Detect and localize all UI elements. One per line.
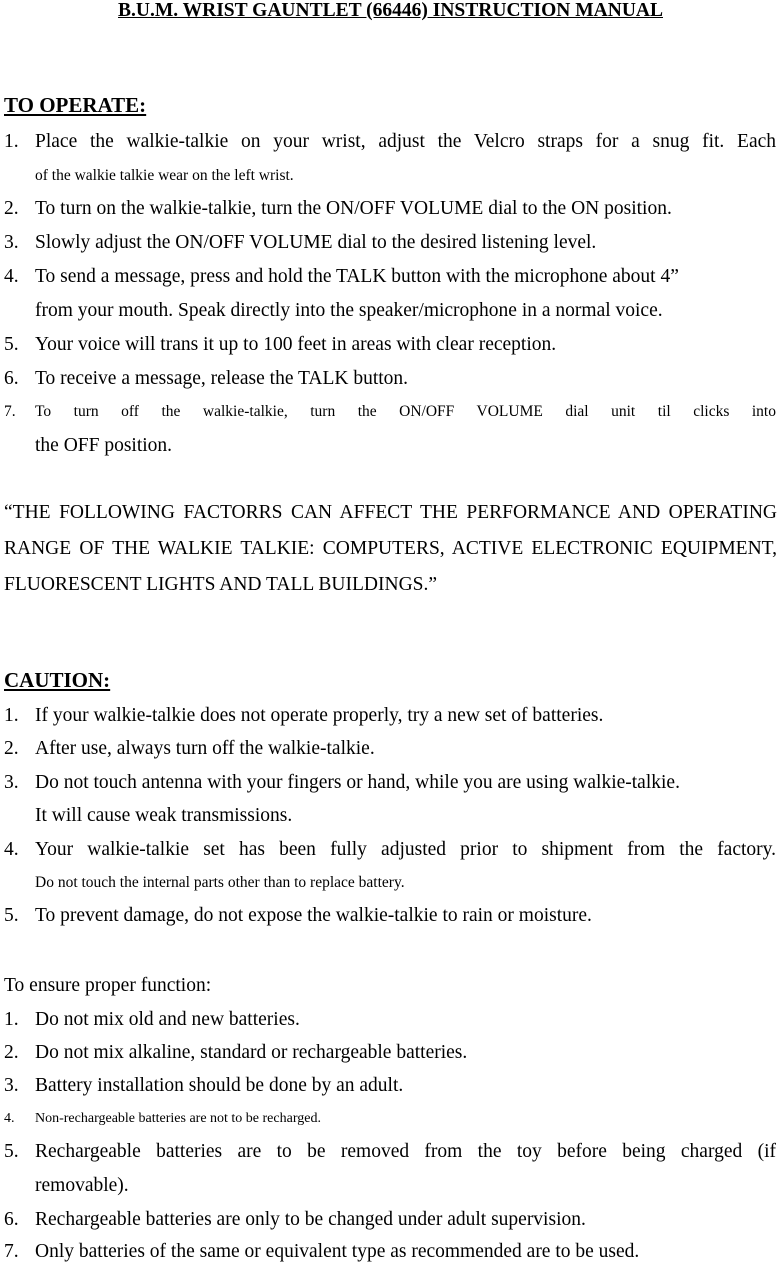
caution-heading: CAUTION:	[4, 668, 111, 692]
item-text: To turn off the walkie-talkie, turn the ON/OFF VOLUME dial unit til clicks into	[35, 403, 776, 420]
item-text: Do not mix alkaline, standard or rechargeable batteries.	[35, 1042, 468, 1063]
function-heading: To ensure proper function:	[4, 975, 212, 996]
item-number: 4.	[4, 266, 19, 287]
item-number: 5.	[4, 905, 19, 926]
item-number: 2.	[4, 738, 19, 759]
item-text: the OFF position.	[35, 435, 173, 456]
item-text: Slowly adjust the ON/OFF VOLUME dial to the desired listening level.	[35, 232, 597, 253]
item-number: 2.	[4, 198, 19, 219]
item-number: 1.	[4, 1009, 19, 1030]
item-text: Place the walkie-talkie on your wrist, adjust the Velcro straps for a snug fit. Each	[35, 131, 776, 152]
item-text: Do not touch antenna with your fingers or hand, while you are using walkie-talkie.	[35, 772, 680, 793]
item-text: Non-rechargeable batteries are not to be recharged.	[35, 1111, 321, 1126]
item-text: If your walkie-talkie does not operate properly, try a new set of batteries.	[35, 705, 604, 726]
item-number: 2.	[4, 1042, 19, 1063]
item-text: Battery installation should be done by an adult.	[35, 1075, 404, 1096]
item-number: 1.	[4, 131, 19, 152]
item-number: 4.	[4, 1111, 15, 1126]
item-text: To send a message, press and hold the TALK button with the microphone about 4”	[35, 266, 679, 287]
item-text: Do not touch the internal parts other than to replace battery.	[35, 874, 405, 891]
operate-heading: TO OPERATE:	[4, 93, 147, 117]
item-text: removable).	[35, 1175, 129, 1196]
item-text: It will cause weak transmissions.	[35, 805, 293, 826]
item-number: 6.	[4, 1209, 19, 1230]
item-number: 5.	[4, 1141, 19, 1162]
item-number: 7.	[4, 1241, 19, 1262]
item-text: To receive a message, release the TALK button.	[35, 368, 409, 389]
item-text: Do not mix old and new batteries.	[35, 1009, 300, 1030]
factors-note: “THE FOLLOWING FACTORRS CAN AFFECT THE PERFORMANCE AND OPERATING RANGE OF THE WALKIE TALKIE: COMPUTERS, ACTIVE ELECTRONIC EQUIPMENT, FLUORESCENT LIGHTS AND TALL BUILDINGS.”	[4, 502, 777, 595]
item-text: Rechargeable batteries are only to be changed under adult supervision.	[35, 1209, 586, 1230]
item-text: Rechargeable batteries are to be removed from the toy before being charged (if	[35, 1141, 776, 1162]
item-text: Your walkie-talkie set has been fully adjusted prior to shipment from the factory.	[35, 839, 776, 860]
item-text: To prevent damage, do not expose the walkie-talkie to rain or moisture.	[35, 905, 592, 926]
item-text: from your mouth. Speak directly into the speaker/microphone in a normal voice.	[35, 300, 663, 321]
item-text: of the walkie talkie wear on the left wrist.	[35, 167, 294, 184]
item-text: After use, always turn off the walkie-talkie.	[35, 738, 375, 759]
item-number: 5.	[4, 334, 19, 355]
item-number: 7.	[4, 403, 16, 420]
item-number: 3.	[4, 232, 19, 253]
item-number: 6.	[4, 368, 19, 389]
item-number: 1.	[4, 705, 19, 726]
page-title: B.U.M. WRIST GAUNTLET (66446) INSTRUCTION MANUAL	[118, 0, 663, 21]
item-text: Your voice will trans it up to 100 feet in areas with clear reception.	[35, 334, 557, 355]
item-number: 3.	[4, 772, 19, 793]
item-text: Only batteries of the same or equivalent type as recommended are to be used.	[35, 1241, 640, 1262]
item-number: 3.	[4, 1075, 19, 1096]
item-number: 4.	[4, 839, 19, 860]
item-text: To turn on the walkie-talkie, turn the ON/OFF VOLUME dial to the ON position.	[35, 198, 672, 219]
